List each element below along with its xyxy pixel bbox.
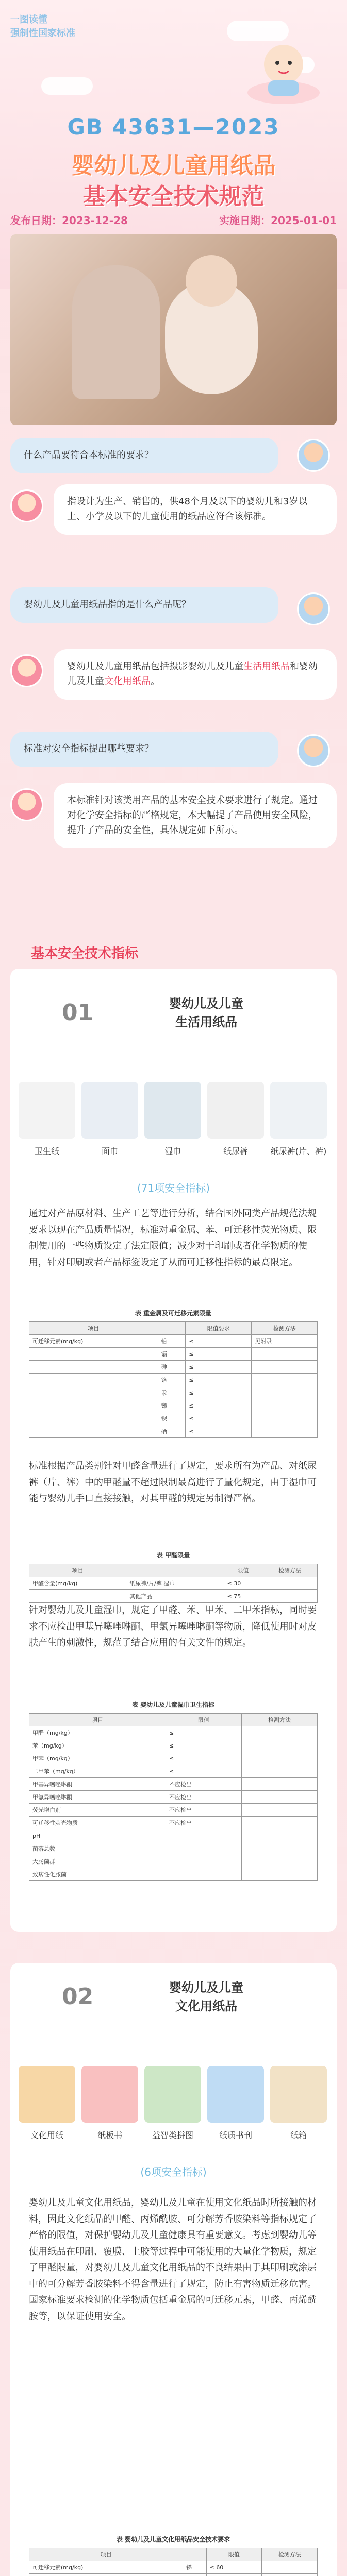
logo-text [10, 13, 88, 40]
avatar-icon [297, 734, 330, 767]
table-row: 其他产品 ≤ 75 [29, 1590, 318, 1603]
product-image [19, 1082, 75, 1139]
avatar-icon [10, 654, 43, 687]
product-label: 纸箱 [290, 2130, 307, 2140]
table-wipes: 项目 限值 检测方法 甲醛（mg/kg） ≤ 苯（mg/kg） ≤ 甲苯（mg/kg） ≤ 二甲苯（mg/kg） ≤ 甲基异噻唑啉酮 不应检出 甲氯异噻唑啉酮 不应检出 荧光增白剂 不应检出 可迁移性荧光物质 不应检出 pH 菌落总数 大肠菌群 致病性化脓菌 [29, 1713, 318, 1881]
table-row: 镉 ≤ [29, 1348, 318, 1361]
answer-1: 指设计为生产、销售的，供48个月及以下的婴幼儿和3岁以上、小学及以下的儿童使用的纸品应符合该标准。 [54, 484, 337, 535]
table-row: 甲醛（mg/kg） ≤ [29, 1726, 318, 1739]
logo-line-2: 强制性国家标准 [10, 28, 75, 39]
product-label: 纸板书 [97, 2130, 122, 2140]
table-row: 甲醛含量(mg/kg) 纸尿裤/片/裤 湿巾 ≤ 30 [29, 1577, 318, 1590]
table-row: 可迁移性荧光物质 不应检出 [29, 1817, 318, 1829]
table-row: 铬 ≤ [29, 1374, 318, 1386]
paragraph: 婴幼儿及儿童文化用纸品，婴幼儿及儿童在使用文化纸品时所接触的材料，因此文化纸品的甲醛、丙烯酰胺、可分解芳香胺染料等指标规定了严格的限值，对保护婴幼儿及儿童健康具有重要意义。考虑到婴幼儿等使用纸品在印刷、覆膜、上胶等过程中可能使用的大量化学物质，规定了甲醛限量，对婴幼儿及儿童文化用纸品的不良结果由于其印刷或涂层中的可分解芳香胺染料不得含量进行了规定，防止有害物质迁移危害。国家标准要求检测的化学物质包括重金属的可迁移元素，甲醛、丙烯酰胺等，以保证使用安全。 [29, 2197, 317, 2322]
product-image [207, 2066, 264, 2123]
section-number: 02 [62, 1984, 94, 2010]
question-1: 什么产品要符合本标准的要求？ [10, 438, 278, 473]
product-label: 湿巾 [164, 1146, 181, 1156]
standard-number: GB 43631—2023 [67, 114, 280, 140]
product-label: 卫生纸 [34, 1146, 59, 1156]
table-row: 汞 ≤ [29, 1386, 318, 1399]
table-formaldehyde: 项目 限值 检测方法 甲醛含量(mg/kg) 纸尿裤/片/裤 湿巾 ≤ 30 其他产品 ≤ 75 [29, 1564, 318, 1603]
avatar-icon [10, 788, 43, 821]
publish-date: 发布日期：2023-12-28 [10, 214, 128, 227]
table-row: 甲基异噻唑啉酮 不应检出 [29, 1778, 318, 1791]
table-row: 荧光增白剂 不应检出 [29, 1804, 318, 1817]
product-image [270, 1082, 327, 1139]
table-row: 甲苯（mg/kg） ≤ [29, 1752, 318, 1765]
avatar-icon [297, 592, 330, 625]
table-row [29, 2574, 318, 2576]
table-cultural-paper: 项目 限值 检测方法 可迁移元素(mg/kg) 锑 ≤ 60 [29, 2548, 318, 2576]
category-title: 婴幼儿及儿童 文化用纸品 [169, 1980, 243, 2013]
category-title: 婴幼儿及儿童 生活用纸品 [169, 996, 243, 1029]
avatar-icon [297, 439, 330, 472]
avatar-icon [10, 489, 43, 522]
dates-row [10, 212, 337, 227]
table-row: 钡 ≤ [29, 1412, 318, 1425]
paragraph: 通过对产品原材料、生产工艺等进行分析，结合国外同类产品规范法规要求以现在产品质量情况，标准对重金属、苯、可迁移性荧光物质、限制使用的一些物质设定了法定限值；减少对于印刷或者化学物质的使用，针对印刷或者产品标签设定了从而可迁移性指标的最高限定。 [29, 1208, 317, 1268]
table-caption: 表 婴幼儿及儿童湿巾卫生指标 [131, 1701, 215, 1708]
table-row: pH [29, 1829, 318, 1842]
table-row: 硒 ≤ [29, 1425, 318, 1438]
question-3: 标准对安全指标提出哪些要求？ [10, 732, 278, 767]
logo-line-1: 一图读懂 [10, 14, 47, 25]
answer-2: 婴幼儿及儿童用纸品包括摄影婴幼儿及儿童生活用纸品和婴幼儿及儿童文化用纸品。 [54, 649, 337, 700]
product-label: 文化用纸 [30, 2130, 63, 2140]
product-image [270, 2066, 327, 2123]
table-heavy-metals: 项目 限值要求 检测方法 可迁移元素(mg/kg) 铅 ≤ 见附录 镉 ≤ 砷 ≤ 铬 ≤ 汞 ≤ 锑 ≤ 钡 ≤ 硒 ≤ [29, 1321, 318, 1438]
product-image [19, 2066, 75, 2123]
product-image [81, 2066, 138, 2123]
table-caption: 表 甲醛限量 [156, 1552, 190, 1559]
baby-illustration-icon [242, 36, 325, 108]
table-row: 砷 ≤ [29, 1361, 318, 1374]
section-title: 基本安全技术指标 [31, 946, 139, 961]
effective-date: 实施日期：2025-01-01 [219, 214, 337, 227]
product-label: 纸尿裤 [223, 1146, 248, 1156]
table-row: 苯（mg/kg） ≤ [29, 1739, 318, 1752]
table-row: 甲氯异噻唑啉酮 不应检出 [29, 1791, 318, 1804]
product-label: 面巾 [101, 1146, 118, 1156]
table-row: 二甲苯（mg/kg） ≤ [29, 1765, 318, 1778]
table-row: 可迁移元素(mg/kg) 铅 ≤ 见附录 [29, 1335, 318, 1348]
table-row: 锑 ≤ [29, 1399, 318, 1412]
product-image [207, 1082, 264, 1139]
product-image [81, 1082, 138, 1139]
table-row: 大肠菌群 [29, 1855, 318, 1868]
product-label: 纸质书刊 [219, 2130, 252, 2140]
title-line-3: 基本安全技术规范 [82, 183, 265, 210]
product-image [144, 2066, 201, 2123]
product-label: 纸尿裤(片、裤) [270, 1146, 327, 1156]
product-image [144, 1082, 201, 1139]
answer-3: 本标准针对该类用产品的基本安全技术要求进行了规定。通过对化学安全指标的严格规定，本大幅提了产品使用安全风险，提升了产品的安全性，具体规定如下所示。 [54, 783, 337, 848]
paragraph: 标准根据产品类别针对甲醛含量进行了规定，要求所有为产品、对纸尿裤（片、裤）中的甲醛量不超过限制最高进行了量化规定，由于湿巾可能与婴幼儿手口直接接触，对其甲醛的规定另制得严格。 [29, 1461, 317, 1504]
mother-baby-photo [10, 234, 337, 425]
indicator-count-note: (6项安全指标) [140, 2166, 207, 2178]
paragraph: 针对婴幼儿及儿童湿巾，规定了甲醛、苯、甲苯、二甲苯指标，同时要求不应检出甲基异噻唑啉酮、甲氯异噻唑啉酮等物质，降低使用时对皮肤产生的刺激性，规范了结合应用的有关文件的规定。 [29, 1605, 317, 1648]
product-label: 益智类拼图 [152, 2130, 193, 2140]
table-row: 菌落总数 [29, 1842, 318, 1855]
section-number: 01 [62, 999, 94, 1026]
table-caption: 表 婴幼儿及儿童文化用纸品安全技术要求 [116, 2536, 230, 2543]
table-row: 致病性化脓菌 [29, 1868, 318, 1881]
table-row: 可迁移元素(mg/kg) 锑 ≤ 60 [29, 2561, 318, 2574]
question-2: 婴幼儿及儿童用纸品指的是什么产品呢？ [10, 587, 278, 623]
table-caption: 表 重金属及可迁移元素限量 [135, 1310, 212, 1317]
indicator-count-note: (71项安全指标) [137, 1182, 210, 1194]
title-line-2: 婴幼儿及儿童用纸品 [71, 152, 276, 179]
